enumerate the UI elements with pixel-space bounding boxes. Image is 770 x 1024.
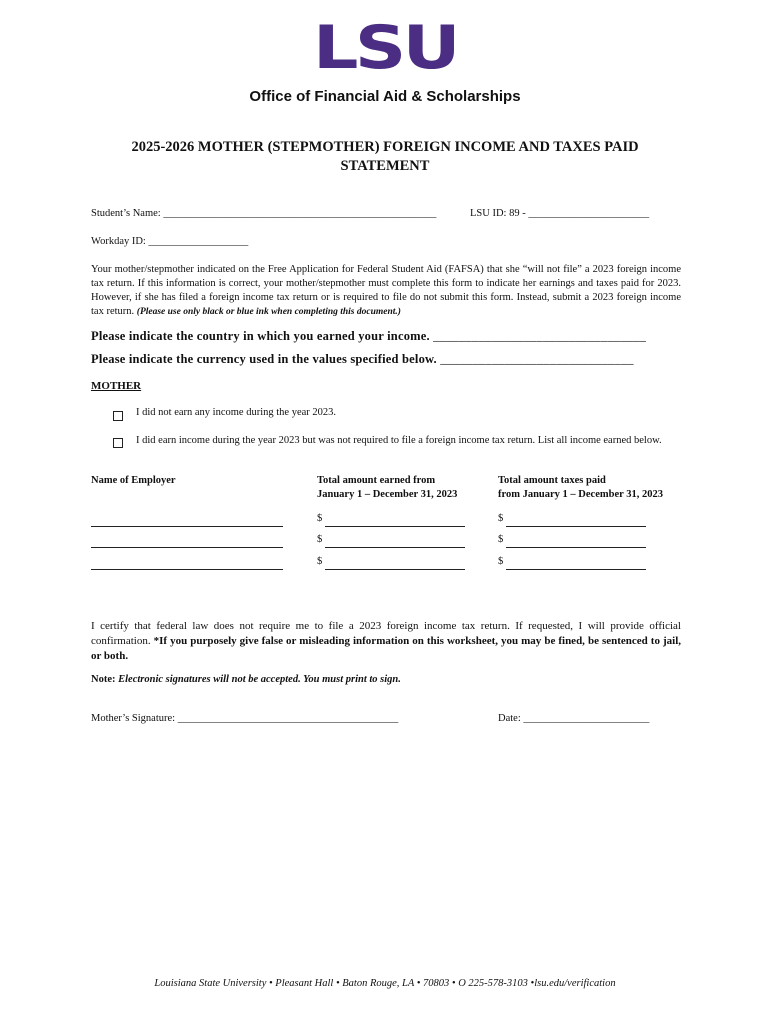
workday-id-label: Workday ID: <box>91 236 149 247</box>
lsu-logo <box>312 22 458 70</box>
col-header-taxes <box>498 474 663 502</box>
currency-line[interactable]: ______________________________ <box>440 352 634 366</box>
checkbox-icon[interactable] <box>113 411 123 421</box>
earned-line[interactable] <box>325 547 465 548</box>
lsu-id-line[interactable]: _______________________ <box>528 208 650 219</box>
employer-line[interactable] <box>91 547 283 548</box>
option-no-income-checkbox[interactable] <box>113 408 123 426</box>
currency-symbol: $ <box>498 556 504 567</box>
currency-symbol: $ <box>498 513 504 524</box>
currency-symbol: $ <box>317 556 323 567</box>
student-name-field[interactable] <box>91 208 436 219</box>
lsu-id-field[interactable] <box>470 208 649 219</box>
country-prompt[interactable] <box>91 329 646 344</box>
col-header-earned-line-2: January 1 – December 31, 2023 <box>317 489 458 500</box>
student-name-label: Student’s Name: <box>91 208 164 219</box>
currency-symbol: $ <box>498 534 504 545</box>
earned-line[interactable] <box>325 569 465 570</box>
note-text: Electronic signatures will not be accepted. You must print to sign. <box>118 674 401 685</box>
checkbox-icon[interactable] <box>113 438 123 448</box>
note-label: Note: <box>91 674 116 685</box>
currency-symbol: $ <box>317 513 323 524</box>
col-header-taxes-line-2: from January 1 – December 31, 2023 <box>498 489 663 500</box>
date-label: Date: <box>498 713 524 724</box>
workday-id-line[interactable]: ___________________ <box>148 236 249 247</box>
country-prompt-text: Please indicate the country in which you earned your income. <box>91 329 430 343</box>
earned-line[interactable] <box>325 526 465 527</box>
certify-warning: *If you purposely give false or misleading information on this worksheet, you may be fined, be sentenced to jail, or both. <box>91 635 682 662</box>
currency-prompt[interactable] <box>91 352 634 367</box>
employer-line[interactable] <box>91 569 283 570</box>
footer: Louisiana State University • Pleasant Hall • Baton Rouge, LA • 70803 • O 225-578-3103 •lsu.edu/verification <box>154 978 616 989</box>
workday-id-field[interactable] <box>91 236 248 247</box>
col-header-earned <box>317 474 457 502</box>
note-line <box>91 674 401 685</box>
currency-prompt-text: Please indicate the currency used in the values specified below. <box>91 352 437 366</box>
taxes-line[interactable] <box>506 569 646 570</box>
taxes-line[interactable] <box>506 547 646 548</box>
option-no-income-label: I did not earn any income during the year 2023. <box>136 407 337 418</box>
certify-text: I certify that federal law does not require me to file a 2023 foreign income tax return. If requested, I will provide official confirmation. <box>91 620 681 647</box>
student-name-line[interactable]: ____________________________________________________ <box>163 208 437 219</box>
signature-label: Mother’s Signature: <box>91 713 178 724</box>
intro-paragraph <box>91 263 681 319</box>
option-earned-income-label: I did earn income during the year 2023 but was not required to file a foreign income tax return. List all income earned below. <box>136 435 662 446</box>
certification-paragraph <box>91 619 681 664</box>
col-header-employer: Name of Employer <box>91 475 176 486</box>
date-line-tail: _______ <box>612 713 650 724</box>
signature-field[interactable] <box>91 713 398 724</box>
employer-line[interactable] <box>91 526 283 527</box>
form-title-line-1: 2025-2026 MOTHER (STEPMOTHER) FOREIGN INCOME AND TAXES PAID <box>131 139 639 155</box>
form-title-line-2: STATEMENT <box>340 158 430 174</box>
col-header-taxes-line-1: Total amount taxes paid <box>498 475 606 486</box>
taxes-line[interactable] <box>506 526 646 527</box>
option-earned-income-checkbox[interactable] <box>113 435 123 453</box>
section-heading-mother: MOTHER <box>91 380 142 392</box>
date-line[interactable]: _________________ <box>523 713 613 724</box>
signature-line[interactable]: __________________________________________ <box>177 713 399 724</box>
date-field[interactable] <box>498 713 649 724</box>
office-title: Office of Financial Aid & Scholarships <box>249 88 521 105</box>
ink-note: (Please use only black or blue ink when completing this document.) <box>136 307 401 317</box>
logo-text: LSU <box>313 22 457 70</box>
lsu-id-label: LSU ID: 89 - <box>470 208 529 219</box>
form-title <box>100 138 670 176</box>
country-line[interactable]: _________________________________ <box>433 329 647 343</box>
intro-text: Your mother/stepmother indicated on the Free Application for Federal Student Aid (FAFSA) that she “will not file” a 2023 foreign income tax return. If this information is correct, your mother/stepmother must complete this form to indicate her earnings and taxes paid for 2023. However, if she has filed a foreign income tax return or is required to file do not submit this form. Instead, submit a 2023 foreign income tax return. <box>91 264 681 317</box>
currency-symbol: $ <box>317 534 323 545</box>
col-header-earned-line-1: Total amount earned from <box>317 475 436 486</box>
